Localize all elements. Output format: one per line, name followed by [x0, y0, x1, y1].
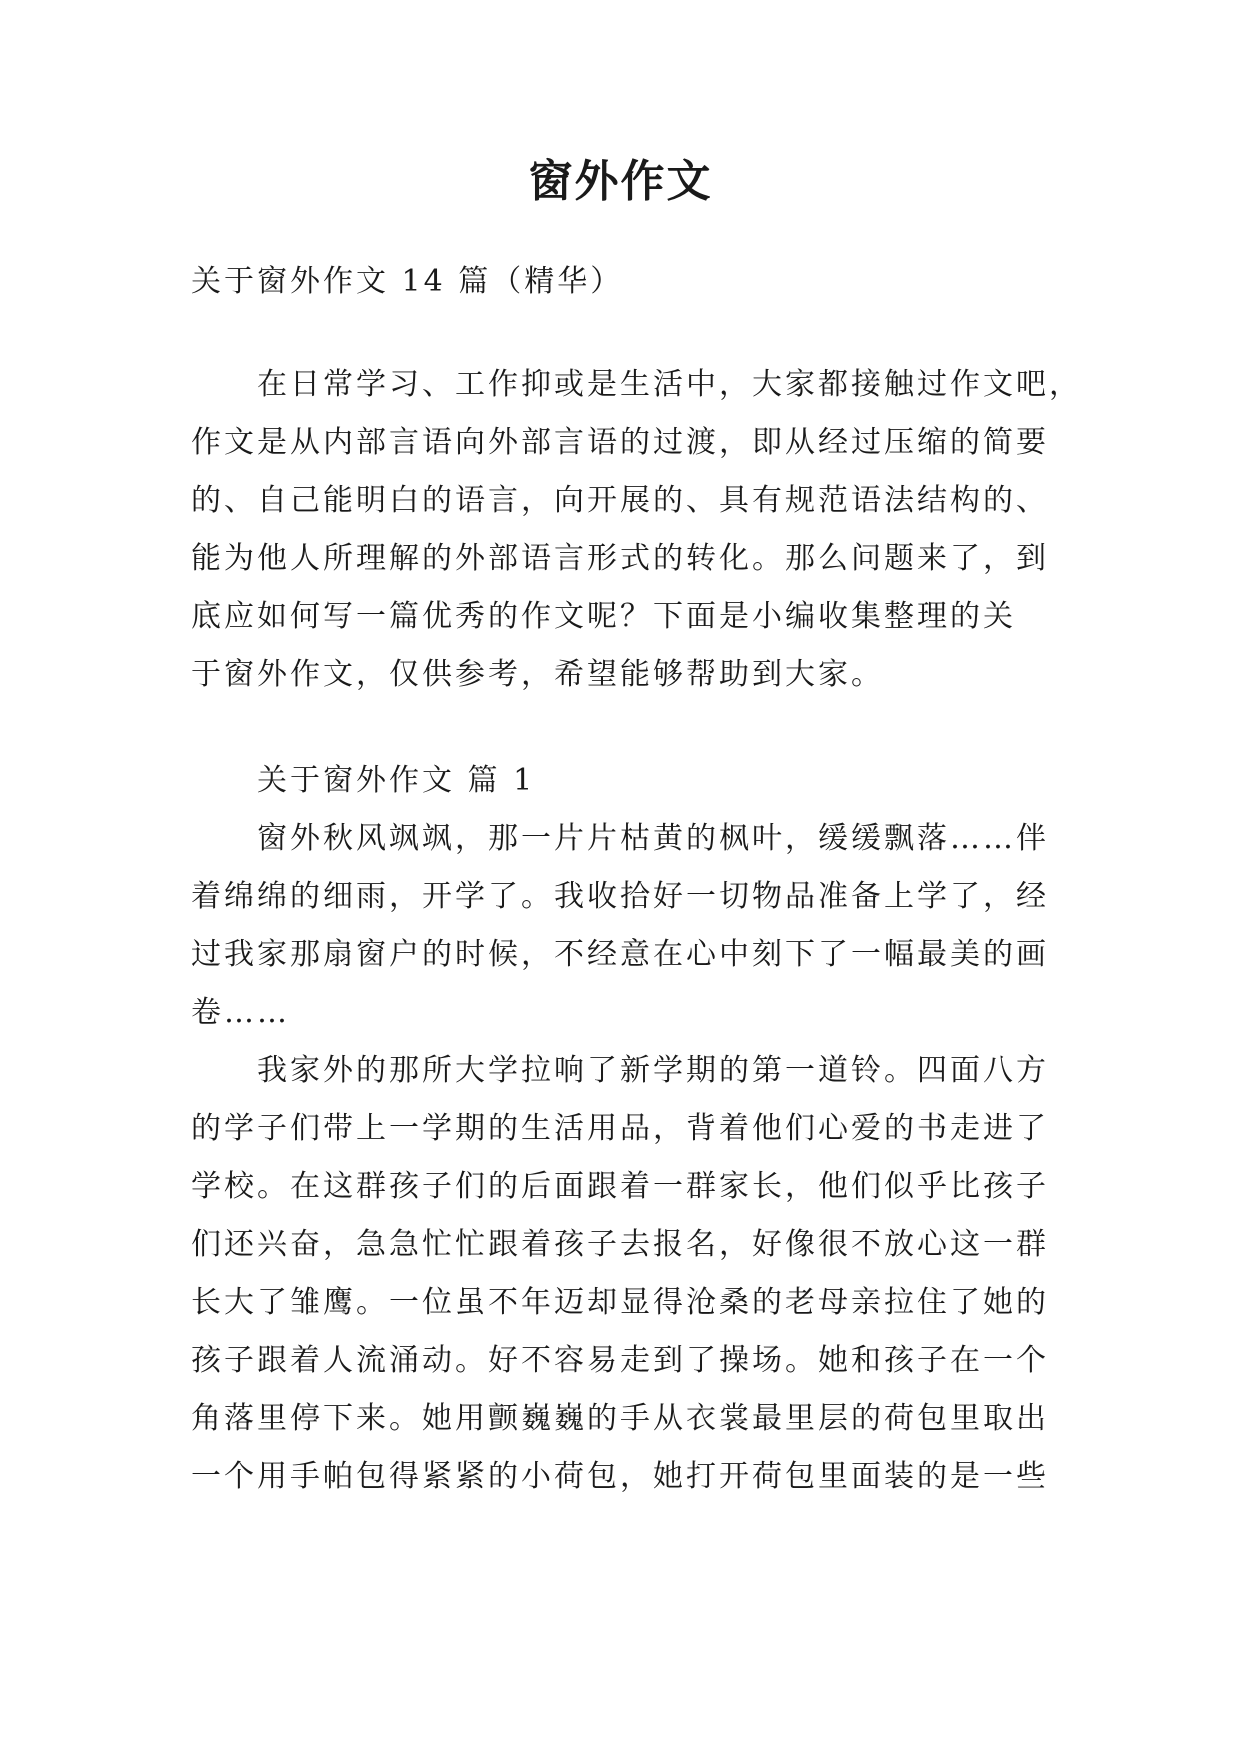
paragraph-2: [191, 1042, 1051, 1506]
text-line: 学校。在这群孩子们的后面跟着一群家长，他们似乎比孩子: [191, 1169, 1049, 1204]
document-title: 窗外作文: [528, 156, 713, 207]
text-line: 孩子跟着人流涌动。好不容易走到了操场。她和孩子在一个: [191, 1343, 1049, 1378]
text-line: 作文是从内部言语向外部言语的过渡，即从经过压缩的简要: [191, 425, 1049, 460]
section-heading-block: [191, 752, 1051, 810]
text-line: 角落里停下来。她用颤巍巍的手从衣裳最里层的荷包里取出: [191, 1401, 1049, 1436]
paragraph-1: [191, 810, 1051, 1042]
text-line: 在日常学习、工作抑或是生活中，大家都接触过作文吧，: [257, 367, 1082, 402]
intro-paragraph: [191, 356, 1082, 704]
text-line: 于窗外作文，仅供参考，希望能够帮助到大家。: [191, 657, 884, 692]
text-line: 的学子们带上一学期的生活用品，背着他们心爱的书走进了: [191, 1111, 1049, 1146]
text-line: 的、自己能明白的语言，向开展的、具有规范语法结构的、: [191, 483, 1049, 518]
text-line: 能为他人所理解的外部语言形式的转化。那么问题来了，到: [191, 541, 1049, 576]
text-line: 们还兴奋，急急忙忙跟着孩子去报名，好像很不放心这一群: [191, 1227, 1049, 1262]
text-line: 长大了雏鹰。一位虽不年迈却显得沧桑的老母亲拉住了她的: [191, 1285, 1049, 1320]
text-line: 窗外秋风飒飒，那一片片枯黄的枫叶，缓缓飘落……伴: [257, 821, 1049, 856]
text-line: 卷……: [191, 995, 290, 1030]
text-line: 着绵绵的细雨，开学了。我收拾好一切物品准备上学了，经: [191, 879, 1049, 914]
text-line: 我家外的那所大学拉响了新学期的第一道铃。四面八方: [257, 1053, 1049, 1088]
text-line: 过我家那扇窗户的时候，不经意在心中刻下了一幅最美的画: [191, 937, 1049, 972]
text-line: 一个用手帕包得紧紧的小荷包，她打开荷包里面装的是一些: [191, 1459, 1049, 1494]
section-heading: 关于窗外作文 篇 1: [257, 763, 536, 798]
text-line: 底应如何写一篇优秀的作文呢？下面是小编收集整理的关: [191, 599, 1016, 634]
document-subtitle: 关于窗外作文 14 篇（精华）: [191, 264, 624, 299]
